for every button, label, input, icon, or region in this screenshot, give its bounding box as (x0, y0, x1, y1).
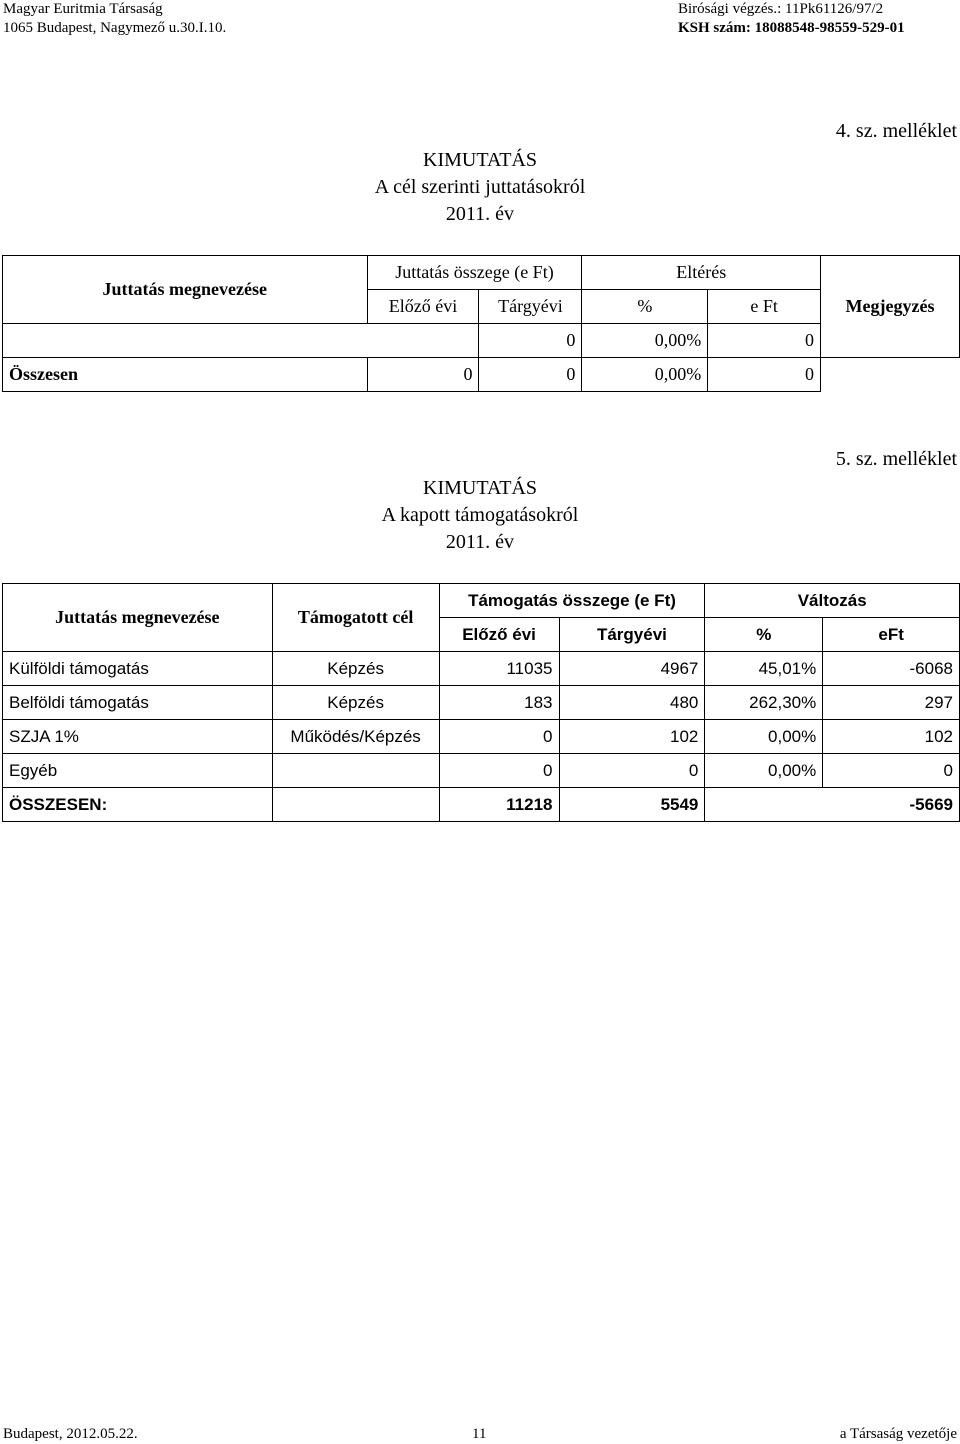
total-eft: 0 (708, 358, 821, 392)
footer-page-number: 11 (472, 1426, 487, 1442)
section1-title-line2: A cél szerinti juttatásokról (374, 176, 586, 198)
grant-name: Egyéb (3, 754, 273, 788)
org-name: Magyar Euritmia Társaság (3, 1, 163, 17)
grant-curr: 102 (559, 720, 705, 754)
total-note-empty (821, 358, 960, 392)
org-address: 1065 Budapest, Nagymező u.30.I.10. (3, 20, 227, 36)
col-diff-group-header: Eltérés (582, 256, 821, 290)
grant-target: Képzés (272, 652, 439, 686)
sub-pct-header: % (582, 290, 708, 324)
grants-total-prev: 11218 (439, 788, 559, 822)
grant-pct: 0,00% (705, 754, 823, 788)
section2-title-line3: 2011. év (445, 531, 515, 553)
footer-signature: a Társaság vezetője (839, 1426, 957, 1442)
grant-curr: 480 (559, 686, 705, 720)
grants-total-pct-empty (705, 788, 823, 822)
grants-total-eft: -5669 (823, 788, 960, 822)
grant-prev: 11035 (439, 652, 559, 686)
table-row (3, 754, 960, 788)
grant-pct: 262,30% (705, 686, 823, 720)
section2-title (330, 475, 630, 556)
table-cell-pct: 0,00% (582, 324, 708, 358)
total-prev: 0 (367, 358, 479, 392)
total-curr: 0 (479, 358, 582, 392)
grants-sub-eft-header: eFt (823, 618, 960, 652)
grants-header-row (3, 584, 960, 618)
table-row (3, 324, 960, 358)
section1-title-line3: 2011. év (445, 203, 515, 225)
table-row (3, 652, 960, 686)
grant-eft: 102 (823, 720, 960, 754)
grant-prev: 183 (439, 686, 559, 720)
table-row (3, 720, 960, 754)
grant-name: Belföldi támogatás (3, 686, 273, 720)
annex-4-label: 4. sz. melléklet (835, 120, 957, 142)
footer-place-date: Budapest, 2012.05.22. (3, 1426, 138, 1442)
grants-col-target-header: Támogatott cél (272, 584, 439, 652)
annex-5-label: 5. sz. melléklet (835, 448, 957, 470)
grant-name: SZJA 1% (3, 720, 273, 754)
sub-curr-header: Tárgyévi (479, 290, 582, 324)
grants-total-row (3, 788, 960, 822)
grant-curr: 4967 (559, 652, 705, 686)
section1-title-line1: KIMUTATÁS (423, 149, 537, 171)
grants-col-amount-group-header: Támogatás összege (e Ft) (439, 584, 705, 618)
col-name-header: Juttatás megnevezése (3, 256, 368, 324)
grant-target (272, 754, 439, 788)
grant-name: Külföldi támogatás (3, 652, 273, 686)
section2-title-line1: KIMUTATÁS (423, 477, 537, 499)
section1-title (330, 147, 630, 228)
total-label: Összesen (3, 358, 368, 392)
table-row (3, 686, 960, 720)
table-cell-eft: 0 (708, 324, 821, 358)
grant-prev: 0 (439, 720, 559, 754)
grants-col-name-header: Juttatás megnevezése (3, 584, 273, 652)
grant-curr: 0 (559, 754, 705, 788)
sub-prev-header: Előző évi (367, 290, 479, 324)
grant-target: Működés/Képzés (272, 720, 439, 754)
ksh-number: KSH szám: 18088548-98559-529-01 (678, 20, 905, 36)
grants-col-change-group-header: Változás (705, 584, 960, 618)
grants-sub-prev-header: Előző évi (439, 618, 559, 652)
grants-total-curr: 5549 (559, 788, 705, 822)
grants-sub-pct-header: % (705, 618, 823, 652)
grant-prev: 0 (439, 754, 559, 788)
allowances-table (2, 255, 960, 392)
section2-title-line2: A kapott támogatásokról (381, 504, 579, 526)
table-total-row (3, 358, 960, 392)
col-note-header: Megjegyzés (821, 256, 960, 358)
total-pct: 0,00% (582, 358, 708, 392)
col-amount-group-header: Juttatás összege (e Ft) (367, 256, 582, 290)
grant-target: Képzés (272, 686, 439, 720)
grants-total-target-empty (272, 788, 439, 822)
grant-eft: 297 (823, 686, 960, 720)
grant-pct: 0,00% (705, 720, 823, 754)
table-header-row (3, 256, 960, 290)
table-cell-empty (3, 324, 479, 358)
grants-total-label: ÖSSZESEN: (3, 788, 273, 822)
court-decision: Birósági végzés.: 11Pk61126/97/2 (678, 1, 884, 17)
grant-pct: 45,01% (705, 652, 823, 686)
table-cell-curr: 0 (479, 324, 582, 358)
grants-sub-curr-header: Tárgyévi (559, 618, 705, 652)
grant-eft: -6068 (823, 652, 960, 686)
grant-eft: 0 (823, 754, 960, 788)
grants-table (2, 583, 960, 822)
sub-eft-header: e Ft (708, 290, 821, 324)
